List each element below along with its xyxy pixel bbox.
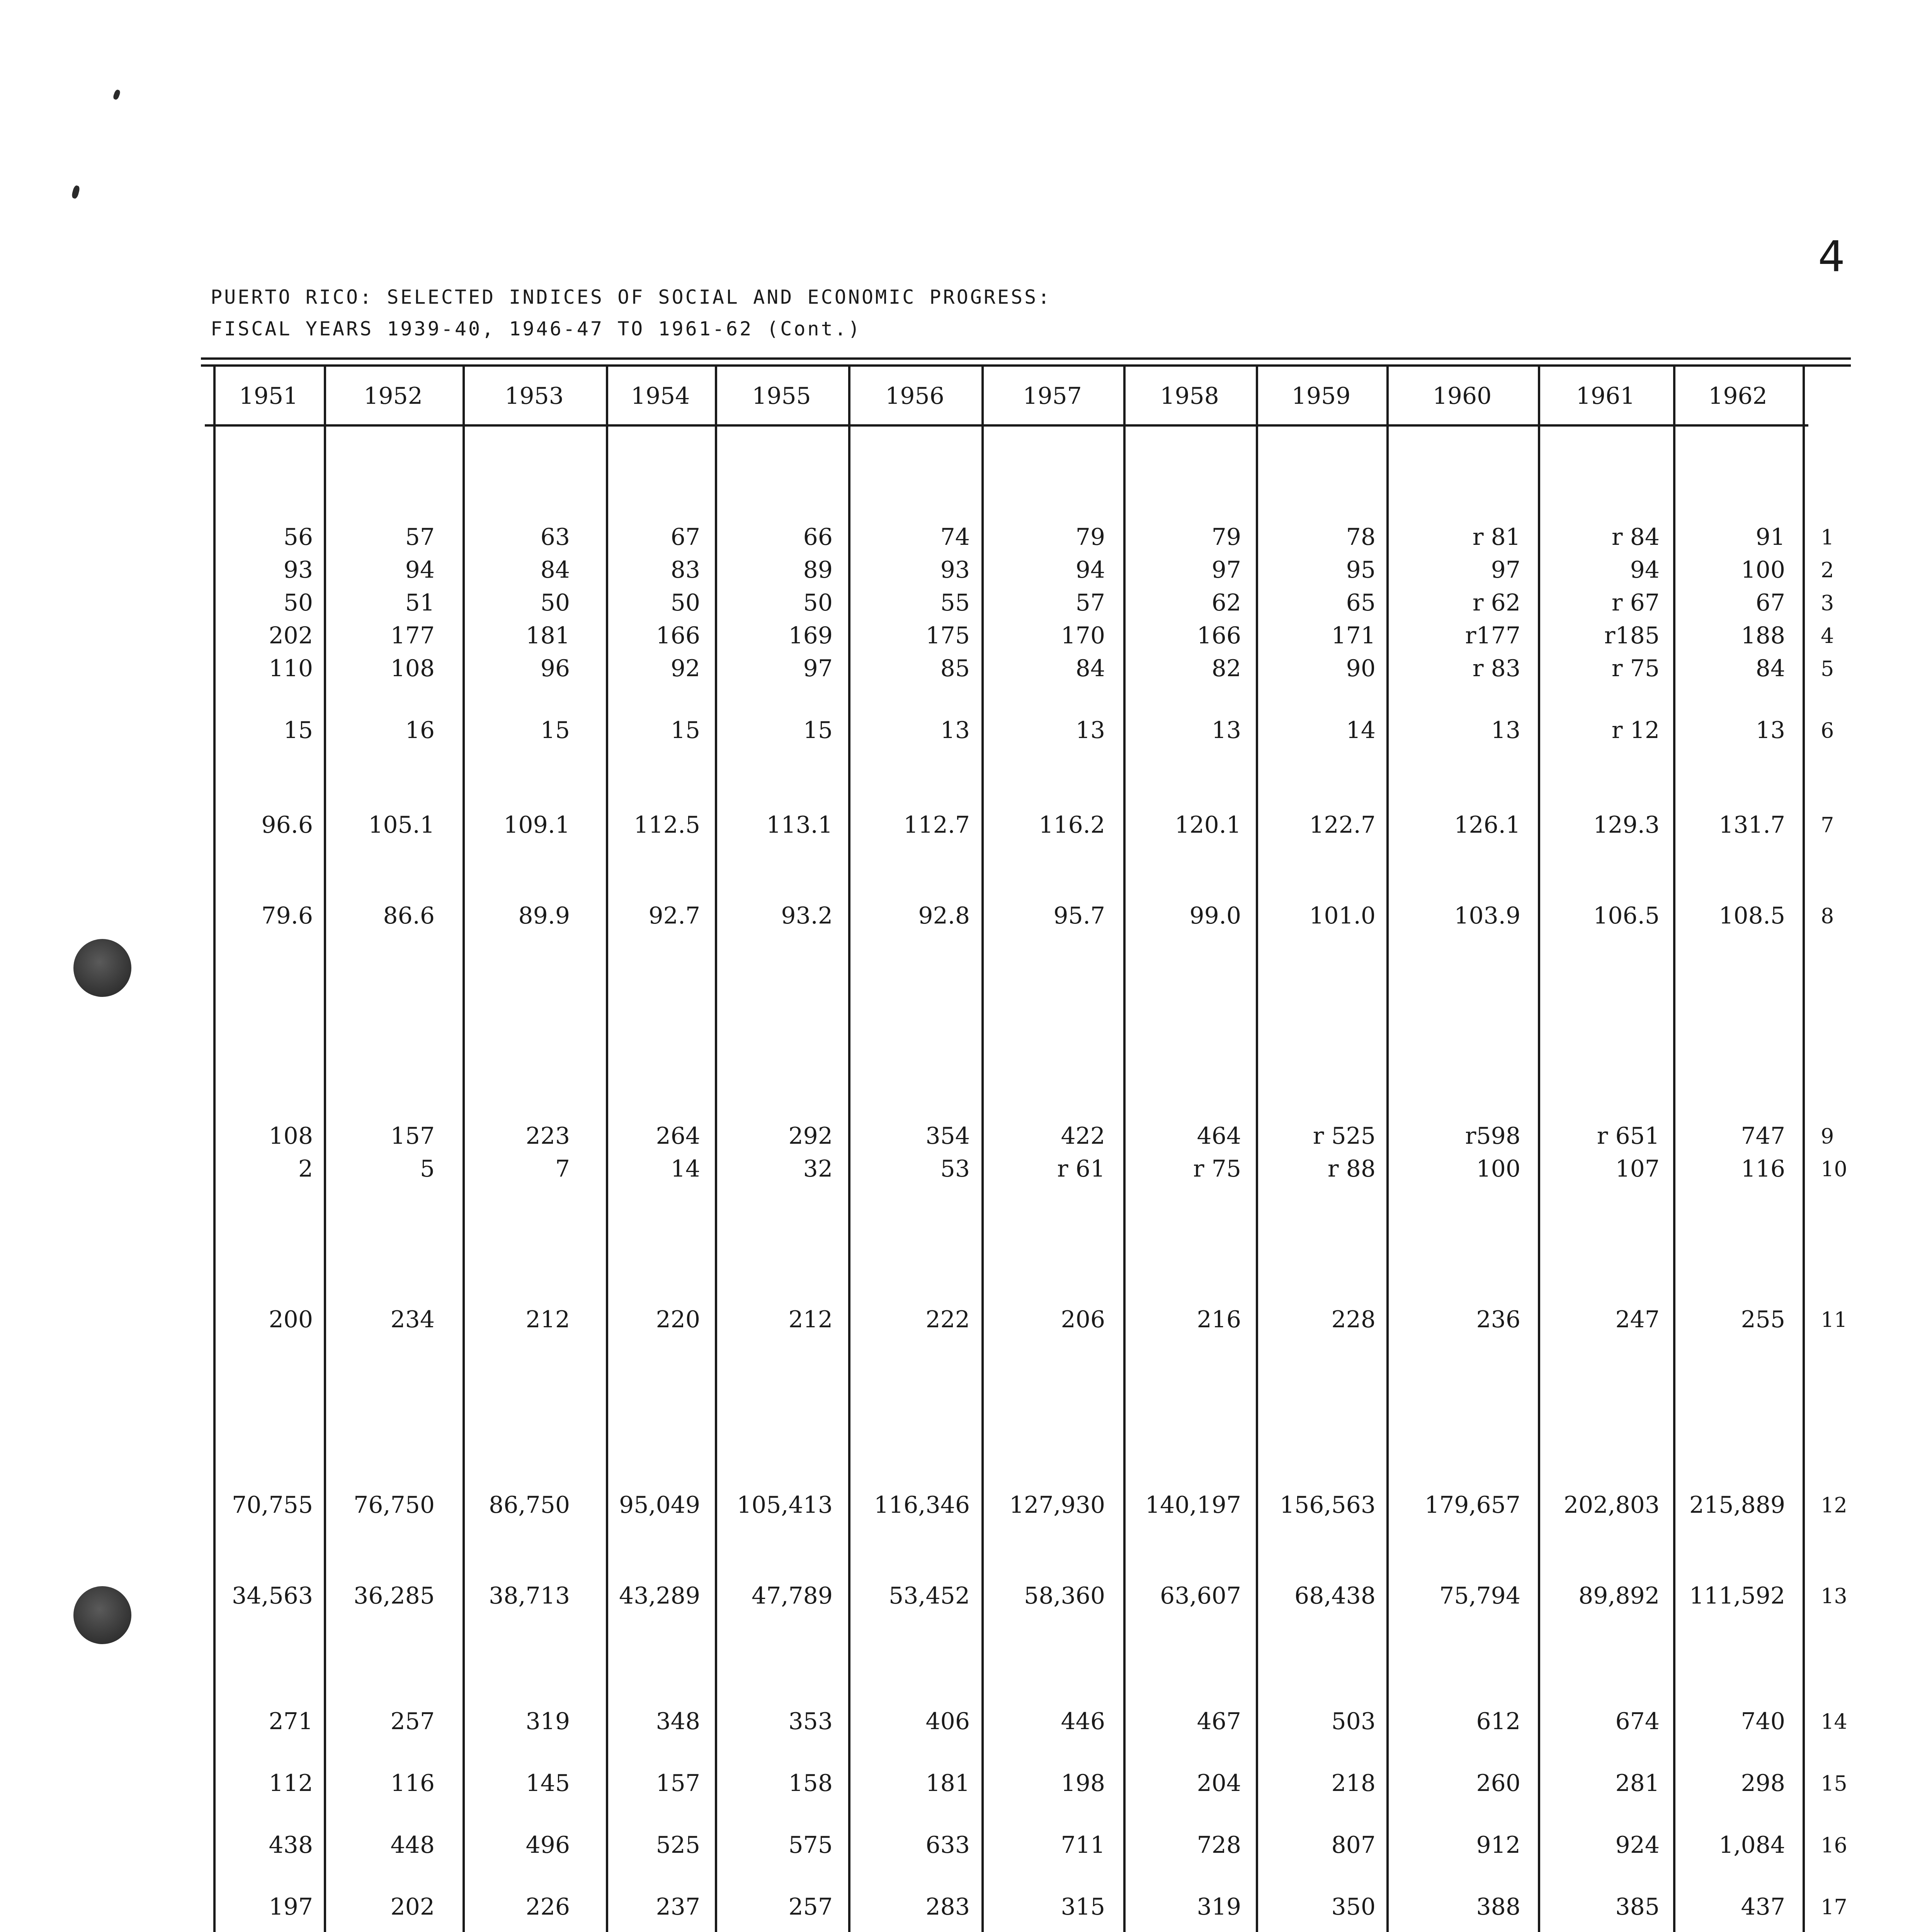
table-cell: 728	[1197, 1832, 1241, 1859]
table-cell: 202,803	[1563, 1492, 1660, 1519]
table-cell: r 651	[1597, 1122, 1660, 1150]
table-cell: 70,755	[232, 1492, 313, 1519]
table-cell: 74	[940, 524, 970, 551]
table-cell: 388	[1476, 1893, 1520, 1920]
table-cell: 202	[269, 622, 313, 649]
table-cell: 212	[788, 1306, 833, 1333]
year-header: 1953	[505, 383, 564, 410]
table-cell: 228	[1331, 1306, 1376, 1333]
table-cell: 92	[670, 655, 700, 682]
table-cell: 105,413	[736, 1492, 833, 1519]
table-cell: 216	[1197, 1306, 1241, 1333]
punch-hole	[73, 939, 131, 997]
table-cell: r 61	[1057, 1155, 1105, 1182]
table-cell: 79	[1211, 524, 1241, 551]
table-cell: 83	[670, 556, 700, 583]
table-cell: 112	[269, 1770, 313, 1797]
title-line-1: PUERTO RICO: SELECTED INDICES OF SOCIAL AND ECONOMIC PROGRESS:	[211, 286, 1052, 308]
table-cell: 89	[803, 556, 833, 583]
row-number: 6	[1821, 718, 1834, 743]
table-cell: 7	[555, 1155, 570, 1182]
table-cell: 129.3	[1593, 811, 1660, 838]
table-cell: 166	[656, 622, 700, 649]
table-cell: 95	[1346, 556, 1376, 583]
table-cell: 43,289	[619, 1582, 700, 1609]
row-number: 15	[1821, 1771, 1847, 1796]
table-cell: 13	[1211, 717, 1241, 744]
table-cell: 257	[788, 1893, 833, 1920]
table-cell: 109.1	[503, 811, 570, 838]
table-cell: 86.6	[383, 902, 435, 929]
table-top-rule	[201, 357, 1851, 360]
table-cell: 95,049	[619, 1492, 700, 1519]
table-cell: 206	[1061, 1306, 1105, 1333]
table-cell: 354	[925, 1122, 970, 1150]
table-cell: 63,607	[1160, 1582, 1241, 1609]
table-cell: 89.9	[518, 902, 570, 929]
table-cell: 131.7	[1719, 811, 1785, 838]
table-cell: r 84	[1611, 524, 1660, 551]
table-cell: 348	[656, 1708, 700, 1735]
table-cell: 446	[1061, 1708, 1105, 1735]
table-cell: 234	[390, 1306, 435, 1333]
row-number: 11	[1821, 1308, 1847, 1332]
table-cell: 406	[925, 1708, 970, 1735]
punch-hole	[73, 1586, 131, 1644]
row-number: 13	[1821, 1584, 1847, 1608]
year-header: 1956	[885, 383, 944, 410]
table-cell: 319	[1197, 1893, 1241, 1920]
ink-speck	[112, 89, 121, 100]
title-line-2: FISCAL YEARS 1939-40, 1946-47 TO 1961-62 (Cont.)	[211, 318, 862, 340]
table-cell: 110	[269, 655, 313, 682]
table-cell: 97	[1491, 556, 1520, 583]
table-cell: 116,346	[874, 1492, 970, 1519]
row-number: 7	[1821, 813, 1834, 837]
table-cell: 100	[1741, 556, 1785, 583]
table-cell: 122.7	[1309, 811, 1376, 838]
table-cell: 38,713	[489, 1582, 570, 1609]
table-cell: 740	[1741, 1708, 1785, 1735]
table-cell: 158	[788, 1770, 833, 1797]
year-header: 1954	[631, 383, 690, 410]
table-cell: 223	[526, 1122, 570, 1150]
table-cell: 319	[526, 1708, 570, 1735]
year-header: 1961	[1576, 383, 1635, 410]
table-cell: 14	[1346, 717, 1376, 744]
table-cell: 711	[1061, 1832, 1105, 1859]
table-cell: 175	[925, 622, 970, 649]
table-cell: r 81	[1472, 524, 1520, 551]
year-header: 1957	[1023, 383, 1082, 410]
table-cell: 202	[390, 1893, 435, 1920]
row-number: 1	[1821, 525, 1834, 549]
table-cell: 13	[1755, 717, 1785, 744]
table-cell: 200	[269, 1306, 313, 1333]
table-cell: 53	[940, 1155, 970, 1182]
table-cell: 467	[1197, 1708, 1241, 1735]
table-cell: 236	[1476, 1306, 1520, 1333]
table-cell: 79.6	[261, 902, 313, 929]
table-cell: 85	[940, 655, 970, 682]
table-cell: 65	[1346, 589, 1376, 616]
table-cell: 13	[1491, 717, 1520, 744]
table-cell: 96.6	[261, 811, 313, 838]
table-cell: 169	[788, 622, 833, 649]
table-cell: 111,592	[1689, 1582, 1785, 1609]
table-cell: 84	[540, 556, 570, 583]
table-cell: 215,889	[1689, 1492, 1785, 1519]
row-number: 17	[1821, 1895, 1847, 1919]
table-cell: 127,930	[1009, 1492, 1105, 1519]
table-cell: 912	[1476, 1832, 1520, 1859]
table-cell: 612	[1476, 1708, 1520, 1735]
row-number: 3	[1821, 591, 1834, 615]
table-cell: 747	[1741, 1122, 1785, 1150]
table-cell: 204	[1197, 1770, 1241, 1797]
table-cell: 107	[1615, 1155, 1660, 1182]
column-rule	[1803, 365, 1805, 1932]
table-cell: 255	[1741, 1306, 1785, 1333]
table-cell: 93.2	[781, 902, 833, 929]
table-cell: 170	[1061, 622, 1105, 649]
table-cell: 116	[1741, 1155, 1785, 1182]
table-cell: r 88	[1327, 1155, 1376, 1182]
table-cell: 67	[1755, 589, 1785, 616]
table-cell: 94	[405, 556, 435, 583]
table-cell: 53,452	[889, 1582, 970, 1609]
year-header: 1962	[1708, 383, 1767, 410]
row-number: 14	[1821, 1709, 1847, 1734]
table-cell: 15	[803, 717, 833, 744]
table-cell: 166	[1197, 622, 1241, 649]
table-cell: 226	[526, 1893, 570, 1920]
table-cell: 51	[405, 589, 435, 616]
table-cell: 222	[925, 1306, 970, 1333]
table-cell: 108.5	[1719, 902, 1785, 929]
table-cell: r185	[1604, 622, 1660, 649]
table-cell: r 525	[1313, 1122, 1376, 1150]
table-cell: 36,285	[354, 1582, 435, 1609]
table-cell: 50	[670, 589, 700, 616]
table-cell: 179,657	[1424, 1492, 1520, 1519]
table-cell: 575	[788, 1832, 833, 1859]
table-cell: 56	[283, 524, 313, 551]
table-cell: 55	[940, 589, 970, 616]
table-cell: r177	[1465, 622, 1520, 649]
table-cell: 47,789	[752, 1582, 833, 1609]
page-number: 4	[1818, 232, 1845, 281]
table-cell: 188	[1741, 622, 1785, 649]
table-cell: 924	[1615, 1832, 1660, 1859]
table-cell: 14	[670, 1155, 700, 1182]
table-cell: 116	[390, 1770, 435, 1797]
table-cell: 92.7	[648, 902, 700, 929]
row-number: 5	[1821, 656, 1834, 681]
table-cell: 156,563	[1279, 1492, 1376, 1519]
table-cell: r 12	[1611, 717, 1660, 744]
table-cell: 220	[656, 1306, 700, 1333]
table-cell: 16	[405, 717, 435, 744]
year-header: 1951	[239, 383, 298, 410]
table-cell: 247	[1615, 1306, 1660, 1333]
table-cell: 93	[283, 556, 313, 583]
table-cell: 145	[526, 1770, 570, 1797]
table-cell: 496	[526, 1832, 570, 1859]
table-cell: 90	[1346, 655, 1376, 682]
table-cell: 181	[925, 1770, 970, 1797]
table-cell: 503	[1331, 1708, 1376, 1735]
table-cell: 5	[420, 1155, 435, 1182]
table-cell: 212	[526, 1306, 570, 1333]
table-cell: 112.7	[903, 811, 970, 838]
header-bottom-rule	[205, 424, 1808, 427]
table-cell: 50	[540, 589, 570, 616]
row-number: 2	[1821, 558, 1834, 582]
table-cell: 807	[1331, 1832, 1376, 1859]
table-cell: 108	[269, 1122, 313, 1150]
table-cell: 99.0	[1189, 902, 1241, 929]
table-cell: 198	[1061, 1770, 1105, 1797]
table-cell: 78	[1346, 524, 1376, 551]
table-cell: r 75	[1611, 655, 1660, 682]
table-cell: 438	[269, 1832, 313, 1859]
table-cell: 57	[1075, 589, 1105, 616]
table-cell: 113.1	[766, 811, 833, 838]
table-cell: 525	[656, 1832, 700, 1859]
year-header: 1960	[1432, 383, 1492, 410]
table-cell: 464	[1197, 1122, 1241, 1150]
table-cell: r 75	[1193, 1155, 1241, 1182]
column-rule	[1386, 365, 1389, 1932]
table-cell: 84	[1755, 655, 1785, 682]
row-number: 16	[1821, 1833, 1847, 1857]
table-cell: 257	[390, 1708, 435, 1735]
table-cell: 13	[940, 717, 970, 744]
table-cell: 105.1	[368, 811, 435, 838]
table-cell: 181	[526, 622, 570, 649]
table-cell: 422	[1061, 1122, 1105, 1150]
table-cell: r 67	[1611, 589, 1660, 616]
table-cell: 15	[283, 717, 313, 744]
table-cell: 100	[1476, 1155, 1520, 1182]
table-cell: 89,892	[1578, 1582, 1660, 1609]
table-cell: 350	[1331, 1893, 1376, 1920]
year-header: 1959	[1291, 383, 1351, 410]
table-cell: 63	[540, 524, 570, 551]
table-cell: 34,563	[232, 1582, 313, 1609]
year-header: 1952	[364, 383, 423, 410]
table-cell: 112.5	[634, 811, 700, 838]
table-cell: 68,438	[1294, 1582, 1376, 1609]
table-cell: 15	[670, 717, 700, 744]
table-cell: 108	[390, 655, 435, 682]
table-cell: 2	[298, 1155, 313, 1182]
row-number: 4	[1821, 624, 1834, 648]
table-cell: 353	[788, 1708, 833, 1735]
table-cell: 218	[1331, 1770, 1376, 1797]
table-cell: 106.5	[1593, 902, 1660, 929]
table-cell: 95.7	[1053, 902, 1105, 929]
table-cell: 13	[1075, 717, 1105, 744]
table-cell: 96	[540, 655, 570, 682]
table-cell: 1,084	[1719, 1832, 1785, 1859]
table-cell: 157	[390, 1122, 435, 1150]
table-cell: 271	[269, 1708, 313, 1735]
table-cell: 292	[788, 1122, 833, 1150]
table-cell: 237	[656, 1893, 700, 1920]
table-cell: 385	[1615, 1893, 1660, 1920]
table-cell: 103.9	[1454, 902, 1520, 929]
table-cell: 260	[1476, 1770, 1520, 1797]
table-cell: 91	[1755, 524, 1785, 551]
table-cell: 633	[925, 1832, 970, 1859]
table-cell: 171	[1331, 622, 1376, 649]
table-top-rule	[201, 364, 1851, 367]
table-cell: 50	[283, 589, 313, 616]
table-cell: 79	[1075, 524, 1105, 551]
table-cell: 97	[1211, 556, 1241, 583]
row-number: 8	[1821, 904, 1834, 928]
table-cell: 448	[390, 1832, 435, 1859]
table-cell: 67	[670, 524, 700, 551]
table-cell: 76,750	[354, 1492, 435, 1519]
table-cell: 82	[1211, 655, 1241, 682]
table-cell: 126.1	[1454, 811, 1520, 838]
table-cell: 120.1	[1175, 811, 1241, 838]
table-cell: 75,794	[1439, 1582, 1520, 1609]
year-header: 1958	[1160, 383, 1219, 410]
table-cell: 15	[540, 717, 570, 744]
table-cell: 157	[656, 1770, 700, 1797]
table-cell: 58,360	[1024, 1582, 1105, 1609]
table-cell: 32	[803, 1155, 833, 1182]
table-cell: 97	[803, 655, 833, 682]
row-number: 12	[1821, 1493, 1847, 1517]
table-cell: 116.2	[1039, 811, 1105, 838]
table-cell: 86,750	[489, 1492, 570, 1519]
table-cell: r598	[1465, 1122, 1520, 1150]
table-cell: 84	[1075, 655, 1105, 682]
row-number: 9	[1821, 1124, 1834, 1148]
table-cell: 197	[269, 1893, 313, 1920]
table-title	[211, 281, 1051, 345]
table-cell: 94	[1075, 556, 1105, 583]
table-cell: 674	[1615, 1708, 1660, 1735]
year-header: 1955	[752, 383, 811, 410]
table-cell: 177	[390, 622, 435, 649]
table-cell: 140,197	[1145, 1492, 1241, 1519]
table-cell: 283	[925, 1893, 970, 1920]
table-cell: 101.0	[1309, 902, 1376, 929]
table-cell: 57	[405, 524, 435, 551]
table-cell: 93	[940, 556, 970, 583]
table-cell: 315	[1061, 1893, 1105, 1920]
table-cell: 264	[656, 1122, 700, 1150]
table-cell: 92.8	[918, 902, 970, 929]
table-cell: 298	[1741, 1770, 1785, 1797]
table-cell: r 62	[1472, 589, 1520, 616]
table-cell: 62	[1211, 589, 1241, 616]
row-number: 10	[1821, 1157, 1847, 1181]
table-cell: 50	[803, 589, 833, 616]
table-cell: 281	[1615, 1770, 1660, 1797]
ink-speck	[71, 185, 80, 199]
table-cell: 437	[1741, 1893, 1785, 1920]
table-cell: 94	[1630, 556, 1660, 583]
table-cell: r 83	[1472, 655, 1520, 682]
table-cell: 66	[803, 524, 833, 551]
